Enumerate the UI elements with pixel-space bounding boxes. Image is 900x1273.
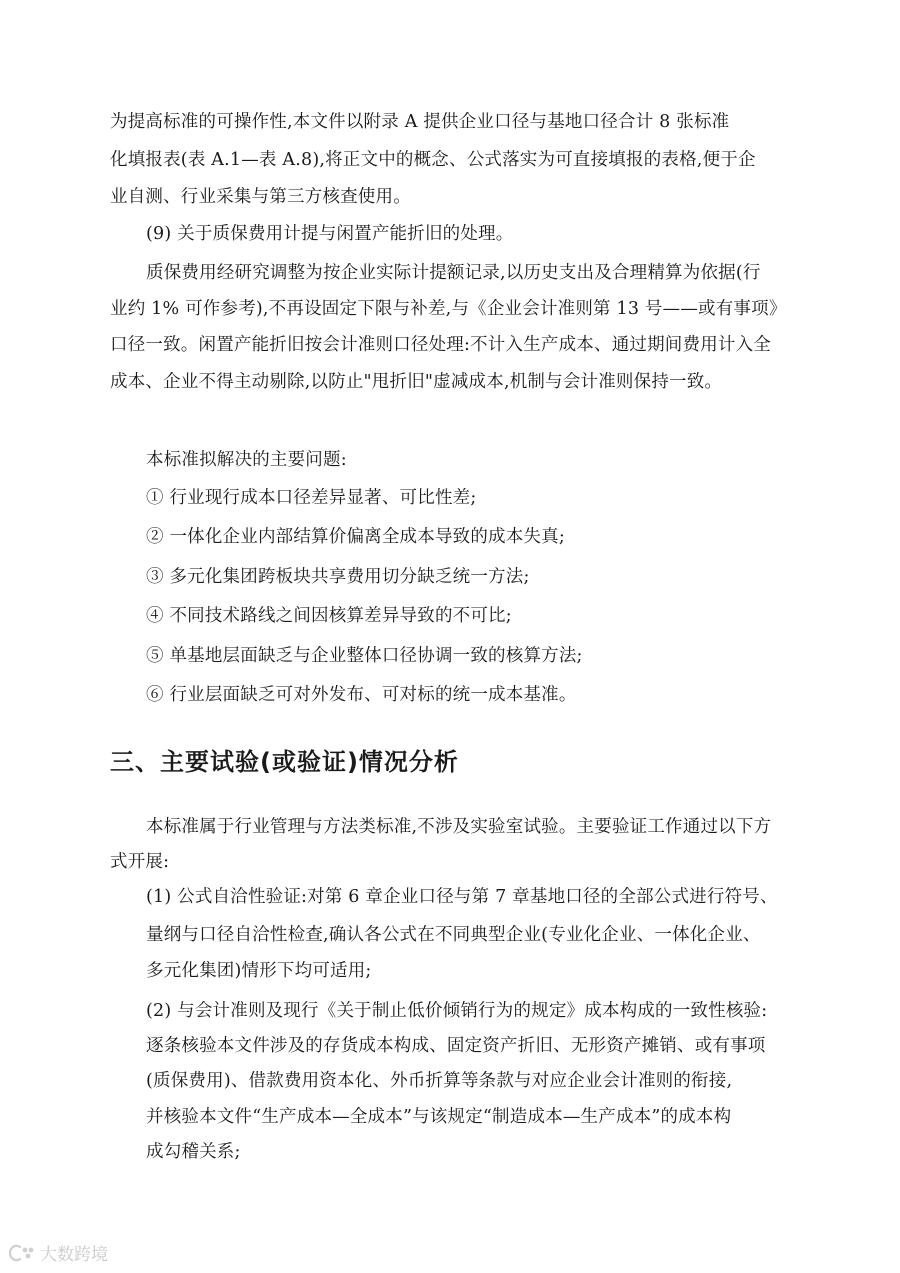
- paragraph-line: 业约 1% 可作参考),不再设固定下限与补差,与《企业会计准则第 13 号——或有事项》: [110, 299, 787, 319]
- paragraph-line: 成本、企业不得主动剔除,以防止"甩折旧"虚减成本,机制与会计准则保持一致。: [110, 372, 723, 392]
- list-item: (2) 与会计准则及现行《关于制止低价倾销行为的规定》成本构成的一致性核验:: [146, 1001, 768, 1021]
- list-item-line: 并核验本文件“生产成本—全成本”与该规定“制造成本—生产成本”的成本构: [146, 1107, 732, 1127]
- list-item-line: (质保费用)、借款费用资本化、外币折算等条款与对应企业会计准则的衔接,: [146, 1071, 733, 1091]
- problem-item: ⑤ 单基地层面缺乏与企业整体口径协调一致的核算方法;: [146, 646, 583, 666]
- problem-item: ② 一体化企业内部结算价偏离全成本导致的成本失真;: [146, 527, 565, 547]
- list-item-line: 成勾稽关系;: [146, 1142, 241, 1162]
- paragraph-line: 式开展:: [110, 852, 170, 872]
- list-item-line: 逐条核验本文件涉及的存货成本构成、固定资产折旧、无形资产摊销、或有事项: [146, 1036, 766, 1056]
- list-item: (9) 关于质保费用计提与闲置产能折旧的处理。: [146, 224, 514, 244]
- brand-logo-icon: [6, 1241, 36, 1265]
- paragraph-line: 业自测、行业采集与第三方核查使用。: [110, 187, 411, 207]
- paragraph-line: 化填报表(表 A.1—表 A.8),将正文中的概念、公式落实为可直接填报的表格,便于企: [110, 150, 756, 170]
- list-item-line: 量纲与口径自洽性检查,确认各公式在不同典型企业(专业化企业、一体化企业、: [146, 925, 761, 945]
- list-item: (1) 公式自洽性验证:对第 6 章企业口径与第 7 章基地口径的全部公式进行符号、: [146, 887, 778, 907]
- watermark: [6, 1240, 108, 1265]
- paragraph-line: 为提高标准的可操作性,本文件以附录 A 提供企业口径与基地口径合计 8 张标准: [110, 112, 730, 132]
- problem-item: ① 行业现行成本口径差异显著、可比性差;: [146, 488, 477, 508]
- paragraph-line: 本标准属于行业管理与方法类标准,不涉及实验室试验。主要验证工作通过以下方: [146, 817, 772, 837]
- list-item-line: 多元化集团)情形下均可适用;: [146, 961, 372, 981]
- section-heading: 三、主要试验(或验证)情况分析: [110, 748, 459, 776]
- paragraph-line: 口径一致。闲置产能折旧按会计准则口径处理:不计入生产成本、通过期间费用计入全: [110, 335, 771, 355]
- problem-item: ③ 多元化集团跨板块共享费用切分缺乏统一方法;: [146, 567, 530, 587]
- watermark-text: 大数跨境: [40, 1245, 108, 1265]
- problem-item: ④ 不同技术路线之间因核算差异导致的不可比;: [146, 606, 512, 626]
- paragraph-line: 质保费用经研究调整为按企业实际计提额记录,以历史支出及合理精算为依据(行: [146, 263, 761, 283]
- problems-intro: 本标准拟解决的主要问题:: [146, 450, 347, 470]
- problem-item: ⑥ 行业层面缺乏可对外发布、可对标的统一成本基准。: [146, 685, 577, 705]
